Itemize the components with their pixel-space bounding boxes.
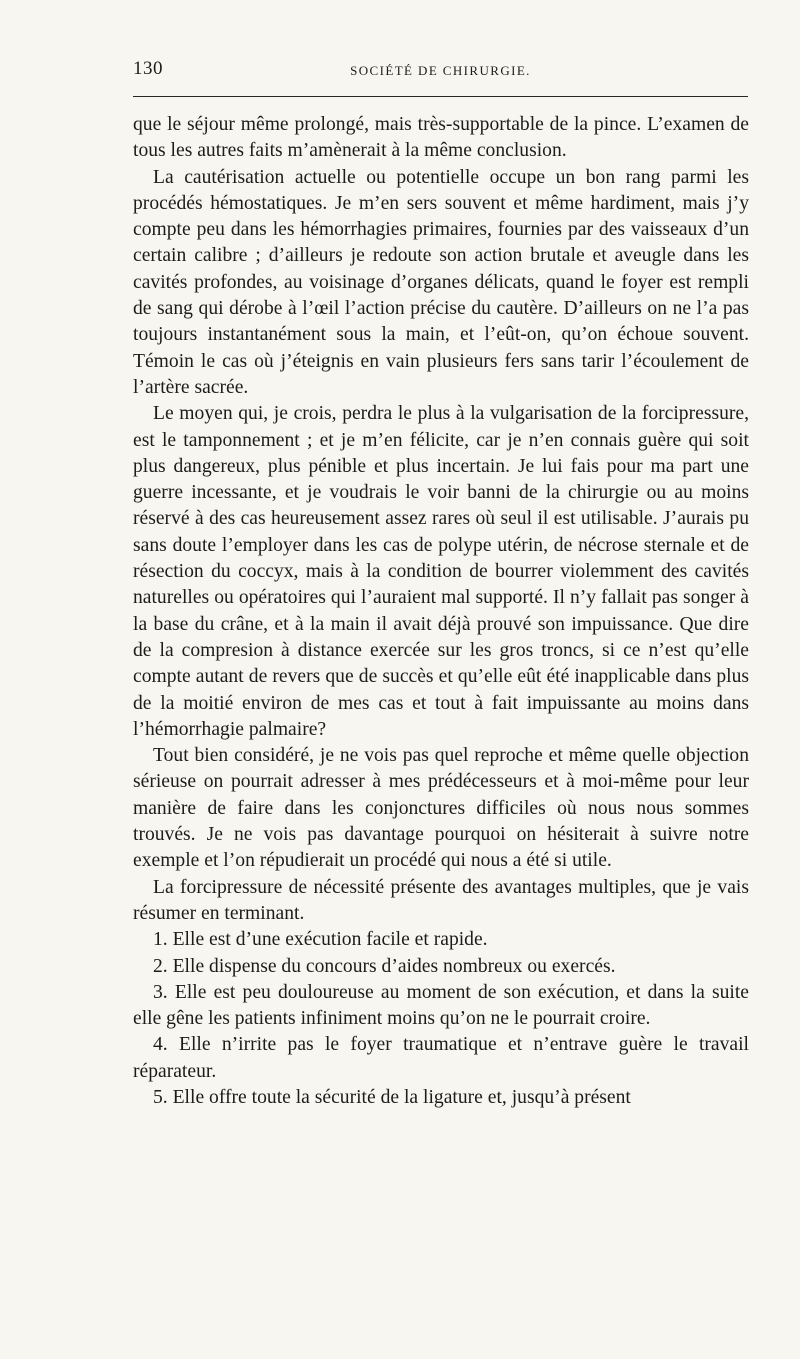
list-item: 5. Elle offre toute la sécurité de la ligature et, jusqu’à présent [153,1086,631,1108]
paragraph: La forcipressure de nécessité présente des avantages multiples, que je vais résumer en terminant. [133,876,749,924]
paragraph: Le moyen qui, je crois, perdra le plus à la vulgarisation de la forcipressure, est le tamponnement ; et je m’en félicite, car je n’en connais guère qui soit plus dangereux, plus pénible et plus incertain. Je lui fais pour ma part une guerre incessante, et je voudrais le voir banni de la chirurgie ou au moins réservé à des cas heureusement assez rares où seul il est utilisable. J’aurais pu sans doute l’employer dans les cas de polype utérin, de nécrose sternale et de résection du coccyx, mais à la condition de bourrer violemment des cavités naturelles ou opératoires qui l’auraient mal supporté. Il n’y fallait pas songer à la base du crâne, et à la main il avait déjà prouvé son impuissance. Que dire de la compresion à distance exercée sur les gros troncs, si ce n’est qu’elle compte autant de revers que de succès et qu’elle eût été inapplicable dans plus de la moitié environ de mes cas et tout à fait impuissante au moins dans l’hémorrhagie palmaire? [133,403,749,740]
paragraph: La cautérisation actuelle ou potentielle occupe un bon rang parmi les procédés hémostatiques. Je m’en sers souvent et même hardiment, mais j’y compte peu dans les hémorrhagies primaires, fournies par des vaisseaux d’un certain calibre ; d’ailleurs je redoute son action brutale et aveugle dans les cavités profondes, au voisinage d’organes délicats, quand le foyer est rempli de sang qui dérobe à l’œil l’action précise du cautère. D’ailleurs on ne l’a pas toujours instantanément sous la main, et l’eût-on, qu’on échoue souvent. Témoin le cas où j’éteignis en vain plusieurs fers sans tarir l’écoulement de l’artère sacrée. [133,166,749,398]
list-item: 3. Elle est peu douloureuse au moment de son exécution, et dans la suite elle gêne les patients infiniment moins qu’on ne le pourrait croire. [133,981,749,1030]
header-rule [133,96,748,97]
running-head [133,58,748,86]
page-number: 130 [133,58,163,79]
running-title: SOCIÉTÉ DE CHIRURGIE. [350,63,531,78]
list-item: 2. Elle dispense du concours d’aides nombreux ou exercés. [153,955,616,977]
paragraph: que le séjour même prolongé, mais très-supportable de la pince. L’examen de tous les autres faits m’amènerait à la même conclusion. [133,114,749,162]
list-item: 4. Elle n’irrite pas le foyer traumatique et n’entrave guère le travail réparateur. [133,1034,749,1082]
body-text [133,112,749,1111]
list-item: 1. Elle est d’une exécution facile et rapide. [153,929,488,951]
paragraph: Tout bien considéré, je ne vois pas quel reproche et même quelle objection sérieuse on pourrait adresser à mes prédécesseurs et à moi-même pour leur manière de faire dans les conjonctures difficiles où nous nous sommes trouvés. Je ne vois pas davantage pourquoi on hésiterait à suivre notre exemple et l’on répudierait un procédé qui nous a été si utile. [133,745,749,872]
